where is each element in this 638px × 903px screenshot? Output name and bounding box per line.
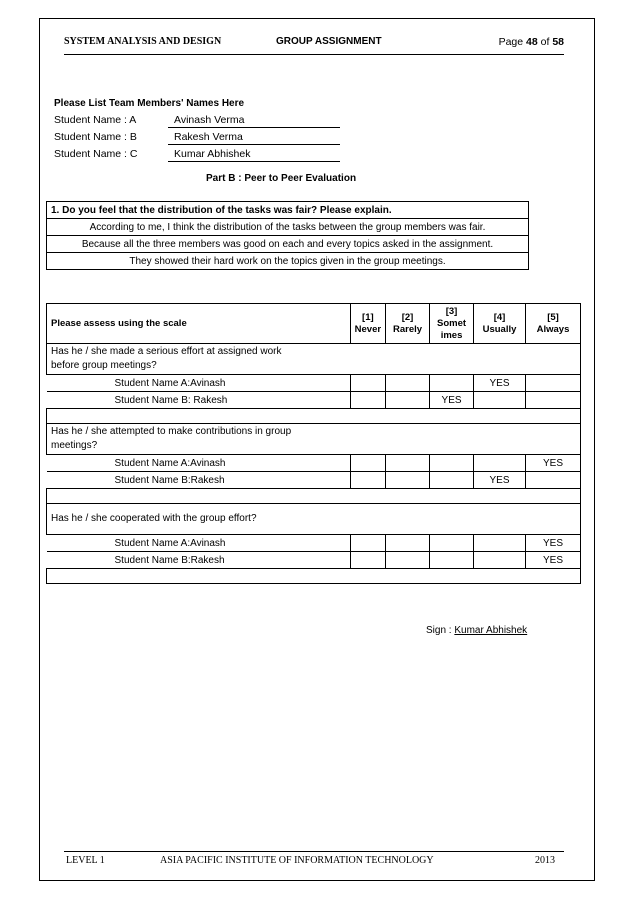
rating-cell <box>430 472 474 489</box>
rating-cell <box>386 535 430 552</box>
scale-col-3-label: Somet imes <box>437 317 467 341</box>
members-title: Please List Team Members' Names Here <box>54 98 245 109</box>
sign-label: Sign : <box>426 625 452 636</box>
rating-cell <box>526 375 581 392</box>
scale-col-2 <box>386 304 430 344</box>
rating-cell <box>350 392 385 409</box>
spacer-row <box>47 569 581 584</box>
question-row <box>47 344 581 375</box>
question-text: Has he / she cooperated with the group effort? <box>47 504 581 535</box>
question1-title: 1. Do you feel that the distribution of the tasks was fair? Please explain. <box>47 202 529 219</box>
student-rating-row <box>47 552 581 569</box>
rating-cell: YES <box>526 455 581 472</box>
scale-table <box>46 303 581 584</box>
page-prefix: Page <box>498 36 524 48</box>
header-left: SYSTEM ANALYSIS AND DESIGN <box>64 36 222 47</box>
page-num: 48 <box>526 36 538 48</box>
scale-col-1 <box>350 304 385 344</box>
rating-cell: YES <box>526 552 581 569</box>
sign-name: Kumar Abhishek <box>454 625 528 636</box>
header-rule <box>64 54 564 55</box>
page-of: of <box>540 36 550 48</box>
question1-line-3: They showed their hard work on the topics given in the group meetings. <box>47 253 529 270</box>
rating-cell <box>350 552 385 569</box>
rating-cell <box>350 375 385 392</box>
student-rating-row <box>47 375 581 392</box>
footer-rule <box>64 851 564 852</box>
spacer-cell <box>47 409 581 424</box>
spacer-cell <box>47 489 581 504</box>
member-underline-a <box>168 127 340 128</box>
member-underline-b <box>168 144 340 145</box>
question1-table <box>46 201 529 270</box>
scale-col-2-num: [2] <box>401 311 414 323</box>
part-title: Part B : Peer to Peer Evaluation <box>206 173 357 184</box>
page-header <box>64 36 564 56</box>
page-number <box>499 36 564 48</box>
rating-cell: YES <box>430 392 474 409</box>
member-label-b: Student Name : B <box>54 131 137 143</box>
rating-cell <box>474 455 526 472</box>
scale-col-1-num: [1] <box>362 311 374 323</box>
question1-line-1: According to me, I think the distribution of the tasks between the group members was fair. <box>47 219 529 236</box>
scale-col-4-label: Usually <box>482 323 517 335</box>
signature <box>426 625 527 636</box>
rating-cell <box>430 455 474 472</box>
footer-center: ASIA PACIFIC INSTITUTE OF INFORMATION TECHNOLOGY <box>160 855 434 866</box>
rating-cell: YES <box>526 535 581 552</box>
rating-cell <box>350 455 385 472</box>
question-text: Has he / she made a serious effort at assigned work before group meetings? <box>47 344 581 375</box>
student-rating-row <box>47 455 581 472</box>
scale-col-1-label: Never <box>354 323 382 335</box>
scale-col-5-label: Always <box>536 323 570 335</box>
member-name-c: Kumar Abhishek <box>174 148 251 160</box>
spacer-row <box>47 409 581 424</box>
member-label-c: Student Name : C <box>54 148 138 160</box>
rating-cell <box>386 455 430 472</box>
student-rating-row <box>47 392 581 409</box>
rating-cell <box>474 552 526 569</box>
scale-header: Please assess using the scale <box>47 304 351 344</box>
rating-cell <box>430 535 474 552</box>
rating-cell <box>386 375 430 392</box>
student-name: Student Name B:Rakesh <box>47 552 351 569</box>
student-name: Student Name A:Avinash <box>47 455 351 472</box>
question1-line-2: Because all the three members was good on each and every topics asked in the assignment. <box>47 236 529 253</box>
rating-cell: YES <box>474 375 526 392</box>
page-total: 58 <box>552 36 564 48</box>
rating-cell: YES <box>474 472 526 489</box>
header-center: GROUP ASSIGNMENT <box>276 36 382 47</box>
scale-col-2-label: Rarely <box>393 323 423 335</box>
rating-cell <box>386 472 430 489</box>
question-row <box>47 504 581 535</box>
student-rating-row <box>47 472 581 489</box>
scale-col-4-num: [4] <box>493 311 506 323</box>
rating-cell <box>386 552 430 569</box>
rating-cell <box>526 472 581 489</box>
scale-col-5 <box>526 304 581 344</box>
rating-cell <box>350 472 385 489</box>
member-name-b: Rakesh Verma <box>174 131 243 143</box>
student-name: Student Name A:Avinash <box>47 535 351 552</box>
member-label-a: Student Name : A <box>54 114 137 126</box>
student-name: Student Name B:Rakesh <box>47 472 351 489</box>
rating-cell <box>430 552 474 569</box>
rating-cell <box>474 535 526 552</box>
spacer-cell <box>47 569 581 584</box>
rating-cell <box>350 535 385 552</box>
question-text: Has he / she attempted to make contributions in group meetings? <box>47 424 581 455</box>
scale-col-5-num: [5] <box>547 311 559 323</box>
student-rating-row <box>47 535 581 552</box>
student-name: Student Name B: Rakesh <box>47 392 351 409</box>
rating-cell <box>474 392 526 409</box>
student-name: Student Name A:Avinash <box>47 375 351 392</box>
member-underline-c <box>168 161 340 162</box>
rating-cell <box>386 392 430 409</box>
footer-left: LEVEL 1 <box>66 855 105 866</box>
rating-cell <box>430 375 474 392</box>
scale-col-3 <box>430 304 474 344</box>
rating-cell <box>526 392 581 409</box>
footer-right: 2013 <box>535 855 555 866</box>
spacer-row <box>47 489 581 504</box>
scale-col-3-num: [3] <box>445 305 458 317</box>
member-name-a: Avinash Verma <box>174 114 245 126</box>
question-row <box>47 424 581 455</box>
scale-col-4 <box>474 304 526 344</box>
